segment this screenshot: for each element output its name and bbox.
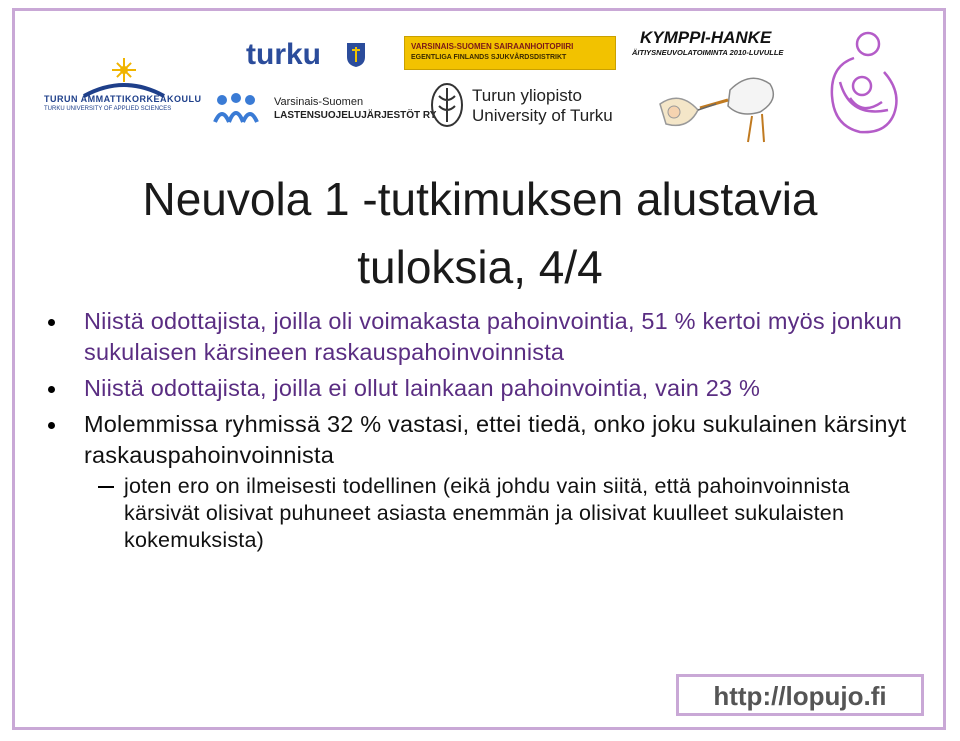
lastensuojelu-line2: LASTENSUOJELUJÄRJESTÖT RY — [274, 110, 437, 121]
slide-title-line1: Neuvola 1 -tutkimuksen alustavia — [142, 173, 818, 225]
turku-logo — [246, 40, 376, 72]
logo-bar — [0, 0, 960, 150]
tuas-name: TURUN AMMATTIKORKEAKOULU — [44, 94, 202, 104]
tuas-sub: TURKU UNIVERSITY OF APPLIED SCIENCES — [44, 106, 172, 112]
lastensuojelu-line1: Varsinais-Suomen — [274, 96, 364, 108]
slide-title-line2: tuloksia, 4/4 — [357, 241, 603, 293]
stork-icon — [640, 60, 790, 144]
bullet-icon — [48, 319, 55, 326]
vsshp-logo — [404, 36, 616, 70]
sub-bullet-text: joten ero on ilmeisesti todellinen (eikä johdu vain siitä, että pahoinvoinnista kärsivät olisivat puhuneet asiasta enemmän ja olisivat kuulleet sukulaisten kokemuksista) — [124, 474, 850, 552]
vsshp-line2: EGENTLIGA FINLANDS SJUKVÅRDSDISTRIKT — [411, 54, 567, 61]
mother-child-logo — [810, 22, 910, 146]
list-item — [44, 306, 924, 368]
children-figures-icon — [212, 90, 260, 128]
kymppi-logo — [630, 28, 800, 148]
kymppi-sub: ÄITIYSNEUVOLATOIMINTA 2010-LUVULLE — [632, 48, 784, 57]
bullet-text: Niistä odottajista, joilla oli voimakasta pahoinvointia, 51 % kertoi myös jonkun sukulaisen kärsineen raskauspahoinvoinnista — [84, 308, 903, 365]
sub-list-item — [44, 473, 924, 554]
utu-crest-icon — [430, 82, 464, 128]
utu-line1: Turun yliopisto — [472, 86, 582, 105]
list-item — [44, 373, 924, 404]
vsshp-line1: VARSINAIS-SUOMEN SAIRAANHOITOPIIRI — [411, 42, 574, 51]
turku-crest-icon — [346, 42, 366, 68]
bullet-icon — [48, 386, 55, 393]
bullet-text: Molemmissa ryhmissä 32 % vastasi, ettei tiedä, onko joku sukulainen kärsinyt raskauspahoinvoinnista — [84, 411, 907, 468]
mother-child-icon — [810, 22, 910, 146]
bullet-icon — [48, 422, 55, 429]
tuas-logo — [44, 56, 204, 116]
url-box[interactable] — [676, 674, 924, 716]
utu-line2: University of Turku — [472, 106, 613, 125]
list-item — [44, 409, 924, 554]
kymppi-title: KYMPPI-HANKE — [640, 28, 772, 47]
bullet-text: Niistä odottajista, joilla ei ollut lainkaan pahoinvointia, vain 23 % — [84, 375, 761, 401]
turku-wordmark: turku — [246, 38, 321, 71]
bullet-list — [44, 306, 924, 559]
dash-icon — [98, 486, 114, 488]
url-link[interactable]: http://lopujo.fi — [713, 681, 887, 711]
utu-logo — [430, 82, 620, 132]
lastensuojelu-logo — [212, 90, 437, 130]
